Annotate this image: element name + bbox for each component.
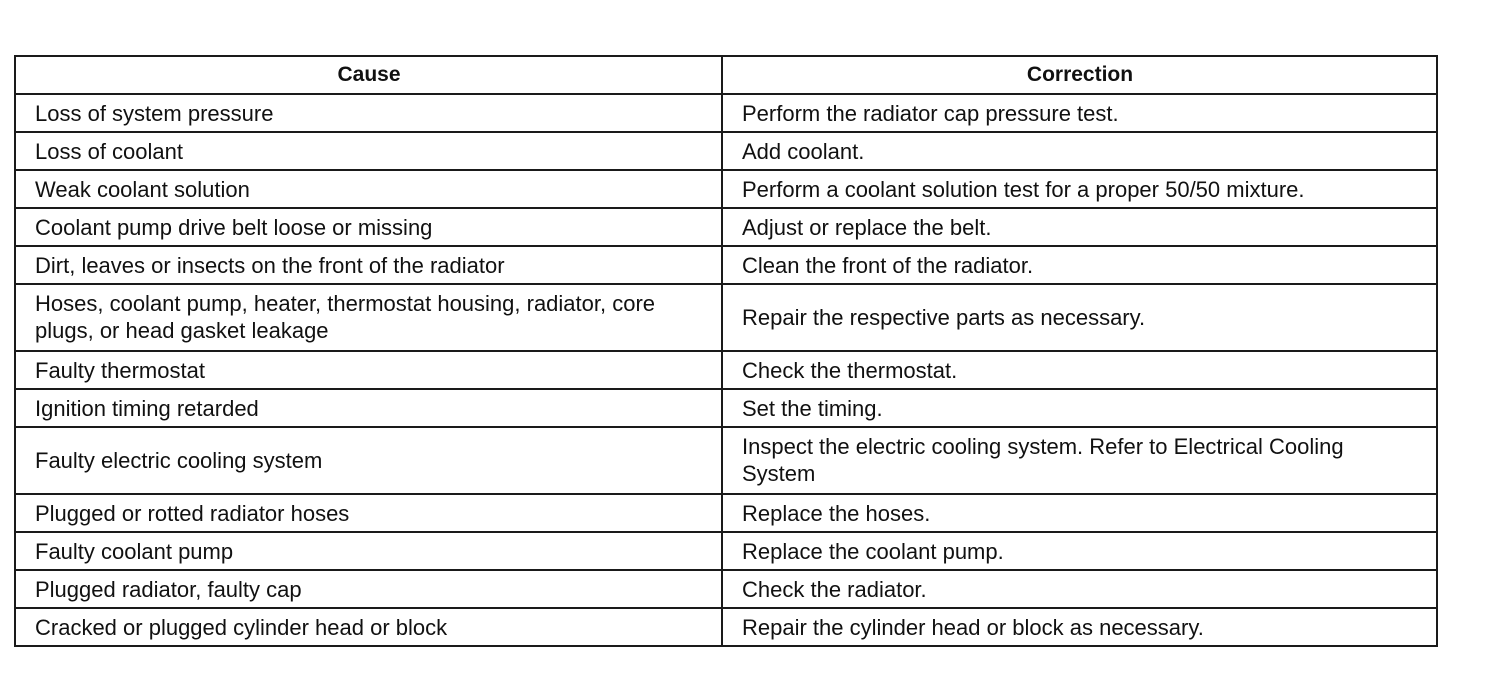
cause-cell: Weak coolant solution [15, 170, 722, 208]
table-row [15, 351, 1437, 389]
table-row [15, 284, 1437, 351]
cause-cell: Dirt, leaves or insects on the front of the radiator [15, 246, 722, 284]
correction-cell: Check the radiator. [722, 570, 1437, 608]
cause-cell: Faulty coolant pump [15, 532, 722, 570]
cause-correction-table [14, 55, 1438, 647]
cause-cell: Plugged or rotted radiator hoses [15, 494, 722, 532]
cause-cell: Plugged radiator, faulty cap [15, 570, 722, 608]
cause-cell: Faulty thermostat [15, 351, 722, 389]
header-correction: Correction [722, 56, 1437, 94]
correction-cell: Repair the cylinder head or block as necessary. [722, 608, 1437, 646]
correction-cell: Clean the front of the radiator. [722, 246, 1437, 284]
cause-cell: Coolant pump drive belt loose or missing [15, 208, 722, 246]
correction-cell: Replace the coolant pump. [722, 532, 1437, 570]
correction-cell: Repair the respective parts as necessary. [722, 284, 1437, 351]
table-header-row [15, 56, 1437, 94]
correction-cell: Perform a coolant solution test for a proper 50/50 mixture. [722, 170, 1437, 208]
correction-cell: Adjust or replace the belt. [722, 208, 1437, 246]
correction-cell: Set the timing. [722, 389, 1437, 427]
correction-cell: Replace the hoses. [722, 494, 1437, 532]
table-row [15, 94, 1437, 132]
table-row [15, 608, 1437, 646]
table-row [15, 208, 1437, 246]
table-row [15, 389, 1437, 427]
cause-cell: Loss of system pressure [15, 94, 722, 132]
cause-cell: Faulty electric cooling system [15, 427, 722, 494]
table-row [15, 532, 1437, 570]
cause-cell: Hoses, coolant pump, heater, thermostat housing, radiator, core plugs, or head gasket leakage [15, 284, 722, 351]
correction-cell: Perform the radiator cap pressure test. [722, 94, 1437, 132]
table-row [15, 427, 1437, 494]
table-row [15, 132, 1437, 170]
cause-cell: Cracked or plugged cylinder head or block [15, 608, 722, 646]
correction-cell: Check the thermostat. [722, 351, 1437, 389]
table-row [15, 570, 1437, 608]
correction-cell: Inspect the electric cooling system. Refer to Electrical Cooling System [722, 427, 1437, 494]
table-row [15, 494, 1437, 532]
diagnosis-table-container [14, 55, 1436, 647]
header-cause: Cause [15, 56, 722, 94]
cause-cell: Ignition timing retarded [15, 389, 722, 427]
correction-cell: Add coolant. [722, 132, 1437, 170]
cause-cell: Loss of coolant [15, 132, 722, 170]
table-row [15, 170, 1437, 208]
table-row [15, 246, 1437, 284]
